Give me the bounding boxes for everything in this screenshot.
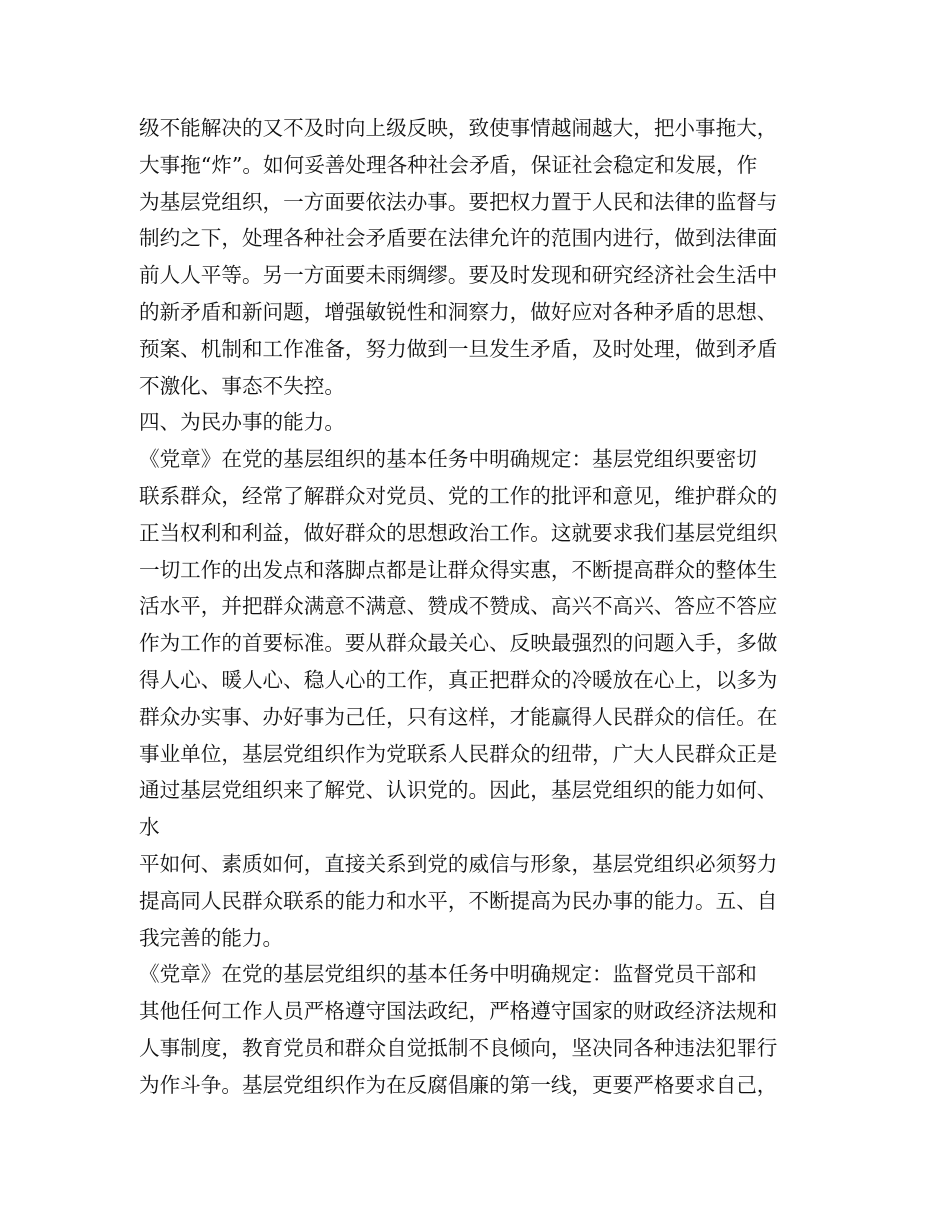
text-line: 预案、机制和工作准备，努力做到一旦发生矛盾，及时处理，做到矛盾 [139,336,778,361]
text-line: 平如何、素质如何，直接关系到党的威信与形象，基层党组织必须努力 [139,851,778,876]
text-line: 级不能解决的又不及时向上级反映，致使事情越闹越大，把小事拖大， [139,116,778,140]
text-line: 一切工作的出发点和落脚点都是让群众得实惠，不断提高群众的整体生 [139,557,778,582]
text-line: 《党章》在党的基层党组织的基本任务中明确规定：监督党员干部和 [139,962,757,987]
text-line: 联系群众，经常了解群众对党员、党的工作的批评和意见，维护群众的 [139,483,778,508]
text-line: 大事拖“炸”。如何妥善处理各种社会矛盾，保证社会稳定和发展，作 [139,152,758,177]
text-line: 制约之下，处理各种社会矛盾要在法律允许的范围内进行，做到法律面 [139,226,778,251]
text-line: 正当权利和利益，做好群众的思想政治工作。这就要求我们基层党组织 [139,520,778,545]
text-line: 为基层党组织，一方面要依法办事。要把权力置于人民和法律的监督与 [139,189,778,214]
text-line: 为作斗争。基层党组织作为在反腐倡廉的第一线，更要严格要求自己， [139,1072,778,1097]
text-line: 群众办实事、办好事为己任，只有这样，才能赢得人民群众的信任。在 [139,704,778,729]
text-line: 前人人平等。另一方面要未雨绸缪。要及时发现和研究经济社会生活中 [139,263,778,288]
text-line: 水 [139,815,160,840]
text-line: 《党章》在党的基层组织的基本任务中明确规定：基层党组织要密切 [139,447,757,472]
text-line: 不激化、事态不失控。 [139,373,345,398]
section-heading: 四、为民办事的能力。 [139,410,345,435]
text-line: 人事制度，教育党员和群众自觉抵制不良倾向，坚决同各种违法犯罪行 [139,1035,778,1060]
text-line: 提高同人民群众联系的能力和水平，不断提高为民办事的能力。五、自 [139,888,778,913]
text-line: 活水平，并把群众满意不满意、赞成不赞成、高兴不高兴、答应不答应 [139,594,778,619]
text-line: 我完善的能力。 [139,925,284,950]
text-line: 作为工作的首要标准。要从群众最关心、反映最强烈的问题入手，多做 [139,631,778,656]
text-line: 其他任何工作人员严格遵守国法政纪，严格遵守国家的财政经济法规和 [139,999,778,1024]
text-line: 事业单位，基层党组织作为党联系人民群众的纽带，广大人民群众正是 [139,741,778,766]
text-line: 得人心、暖人心、稳人心的工作，真正把群众的冷暖放在心上，以多为 [139,667,778,692]
text-line: 通过基层党组织来了解党、认识党的。因此，基层党组织的能力如何、 [139,778,778,803]
text-line: 的新矛盾和新问题，增强敏锐性和洞察力，做好应对各种矛盾的思想、 [139,299,778,324]
document-body [139,110,819,1104]
